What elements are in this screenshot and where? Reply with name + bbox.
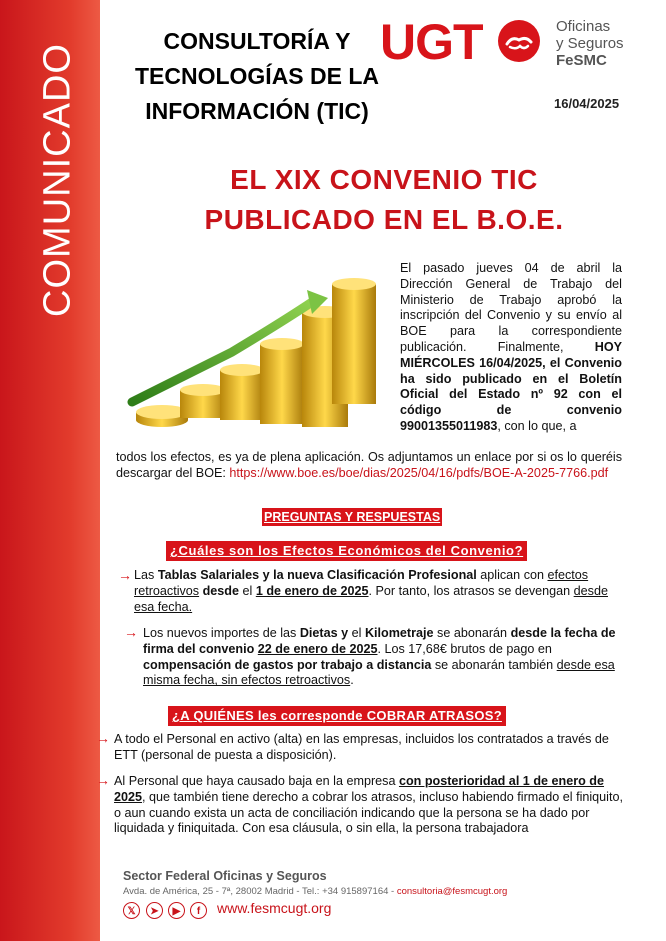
arrow-icon: → <box>124 624 138 640</box>
footer-address-text: Avda. de América, 25 - 7ª, 28002 Madrid - Tel.: +34 915897164 - <box>123 886 397 897</box>
ugt-logo <box>380 16 660 68</box>
title-line-1: CONSULTORÍA Y <box>163 28 351 54</box>
headline <box>112 160 656 240</box>
text-fragment: Al Personal que haya causado baja en la empresa <box>114 774 399 788</box>
text-fragment: . <box>350 673 354 688</box>
footer-email-link[interactable]: consultoria@fesmcugt.org <box>396 886 508 897</box>
telegram-icon[interactable]: ➤ <box>146 902 163 919</box>
question-2-title <box>168 706 506 726</box>
intro-continuation-text: todos los efectos, es ya de plena aplicación. Os adjuntamos un enlace por si os lo queréis descargar del BOE: <box>116 450 622 480</box>
text-fragment: el <box>239 583 256 598</box>
text-fragment: y la <box>259 568 288 582</box>
arrow-icon: → <box>118 567 132 583</box>
q1-bullet-1 <box>134 568 624 615</box>
title-line-2: TECNOLOGÍAS DE LA <box>134 63 380 89</box>
facebook-icon[interactable]: f <box>190 902 207 919</box>
title-line-3: INFORMACIÓN (TIC) <box>145 98 369 124</box>
intro-tail: , con lo que, a <box>497 418 577 433</box>
text-fragment: Dietas y <box>299 626 349 640</box>
q2-bullet-2 <box>114 774 624 837</box>
intro-text: El pasado jueves 04 de abril la Dirección General de Trabajo del Ministerio de Trabajo aprobó la inscripción del Convenio y su envío al BOE para la correspondiente publicación. Finalmente, <box>400 261 622 354</box>
q2-title-post: les corresponde COBRAR ATRASOS? <box>253 708 502 723</box>
text-fragment: 22 de enero de 2025 <box>257 641 378 656</box>
text-fragment: se abonarán <box>433 626 511 640</box>
footer-organization: Sector Federal Oficinas y Seguros <box>123 869 327 883</box>
boe-link[interactable]: https://www.boe.es/boe/dias/2025/04/16/pdfs/BOE-A-2025-7766.pdf <box>229 465 609 480</box>
footer-address <box>123 886 507 897</box>
youtube-icon[interactable]: ▶ <box>168 902 185 919</box>
website-link[interactable]: www.fesmcugt.org <box>217 900 332 916</box>
intro-bold-text: HOY MIÉRCOLES 16/04/2025, el Convenio ha sido publicado en el Boletín Oficial del Estado nº 92 con el código de convenio 99001355011983 <box>400 339 623 433</box>
sidebar-label: COMUNICADO <box>36 43 79 317</box>
q2-title-pre: ¿A QUIÉNES <box>172 708 254 723</box>
text-fragment: desde <box>199 583 239 598</box>
text-fragment: desde esa fecha. <box>134 583 608 614</box>
logo-line-3: FeSMC <box>556 52 607 69</box>
intro-continuation <box>116 450 622 482</box>
document-title <box>112 24 402 129</box>
headline-line-1: EL XIX CONVENIO TIC <box>230 164 538 195</box>
text-fragment: desde la fecha de firma del convenio <box>143 626 616 656</box>
q2-bullet-1: A todo el Personal en activo (alta) en las empresas, incluidos los contratados a través de ETT (personal de puesta a disposición). <box>114 732 609 762</box>
text-fragment: efectos retroactivos <box>134 568 589 598</box>
logo-brand: UGT <box>380 14 483 70</box>
text-fragment: aplican con <box>476 568 548 582</box>
logo-text <box>556 18 624 69</box>
text-fragment: 1 de enero de 2025 <box>255 583 369 598</box>
logo-line-1: Oficinas <box>556 18 611 35</box>
headline-line-2: PUBLICADO EN EL B.O.E. <box>204 204 564 235</box>
text-fragment: nueva Clasificación Profesional <box>287 568 477 582</box>
text-fragment: con posterioridad al 1 de enero de 2025 <box>114 774 605 804</box>
document-date: 16/04/2025 <box>554 96 620 111</box>
arrow-icon: → <box>96 730 110 746</box>
text-fragment: compensación de gastos por trabajo a distancia <box>143 657 432 672</box>
twitter-icon[interactable]: 𝕏 <box>123 902 140 919</box>
text-fragment: . Por tanto, los atrasos se devengan <box>368 583 574 598</box>
intro-paragraph <box>400 261 622 435</box>
question-1-title: ¿Cuáles son los Efectos Económicos del Convenio? <box>166 541 527 561</box>
q1-bullet-2 <box>143 626 624 689</box>
text-fragment: Tablas Salariales <box>157 568 260 582</box>
text-fragment: desde esa misma fecha, sin efectos retroactivos <box>143 657 615 688</box>
text-fragment: Los nuevos importes de las <box>143 626 300 640</box>
text-fragment: Kilometraje <box>364 626 434 640</box>
sidebar-banner <box>0 0 100 941</box>
logo-line-2: y Seguros <box>556 35 624 52</box>
text-fragment: , que también tiene derecho a cobrar los atrasos, incluso habiendo firmado el finiquito, o aun cuando exista un acta de conciliación indicando que la persona se ha dado por liquidada y finiquitada. Con esa cláusula, o sin ella, la persona trabajadora <box>114 789 623 836</box>
arrow-icon: → <box>96 772 110 788</box>
text-fragment: se abonarán también <box>431 657 557 672</box>
section-title: PREGUNTAS Y RESPUESTAS <box>264 510 441 524</box>
handshake-icon <box>498 20 540 62</box>
text-fragment: . Los 17,68€ brutos de pago en <box>377 641 552 656</box>
text-fragment: Las <box>134 568 158 582</box>
growing-coins-illustration <box>112 262 384 442</box>
text-fragment: el <box>348 626 365 640</box>
